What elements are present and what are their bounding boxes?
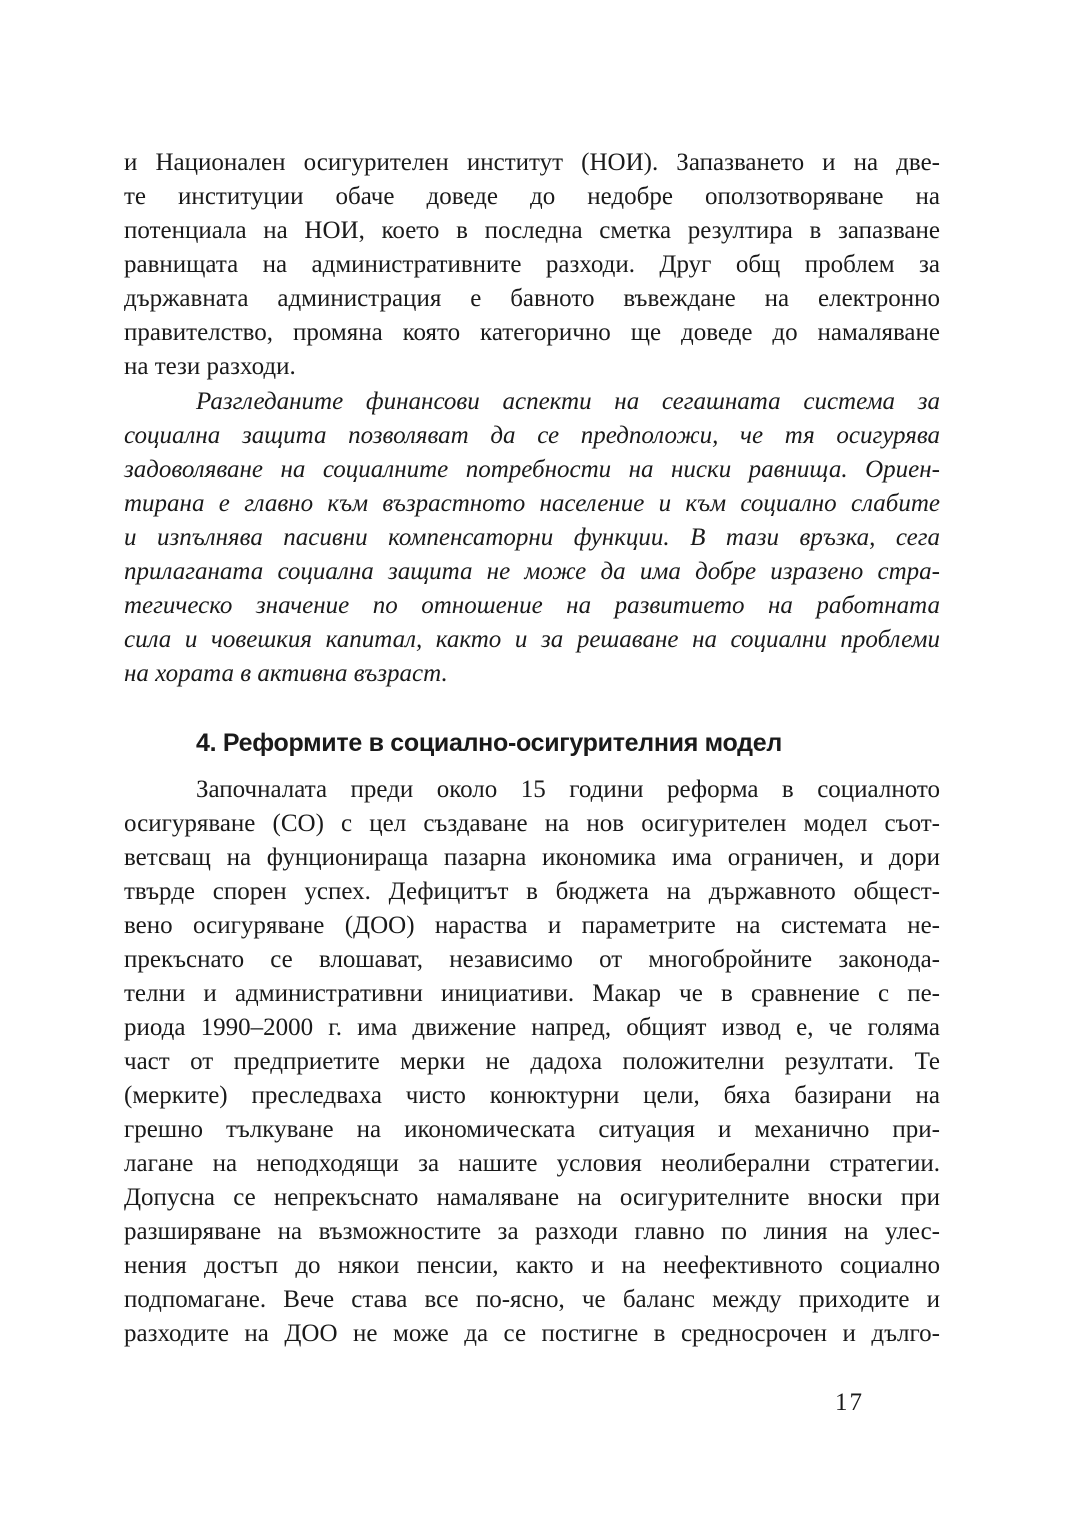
text-line: разходите на ДОО не може да се постигне в средносрочен и дълго- [124, 1320, 940, 1347]
text-line: прилаганата социална защита не може да има добре изразено стра- [124, 558, 940, 585]
text-line: и изпълнява пасивни компенсаторни функции. В тази връзка, сега [124, 524, 940, 551]
text-line: грешно тълкуване на икономическата ситуация и механично при- [124, 1116, 940, 1143]
text-line: част от предприетите мерки не дадоха положителни резултати. Те [124, 1048, 940, 1075]
text-line: сила и човешкия капитал, както и за решаване на социални проблеми [124, 626, 940, 653]
text-line: осигуряване (СО) с цел създаване на нов осигурителен модел съот- [124, 810, 940, 837]
text-line: твърде спорен успех. Дефицитът в бюджета на държавното общест- [124, 878, 940, 905]
paragraph-italic-conclusion [124, 385, 940, 691]
text-line: риода 1990–2000 г. има движение напред, общият извод е, че голяма [124, 1014, 940, 1041]
text-line: телни и административни инициативи. Макар че в сравнение с пе- [124, 980, 940, 1007]
text-line: тегическо значение по отношение на развитието на работната [124, 592, 940, 619]
text-line: лагане на неподходящи за нашите условия неолиберални стратегии. [124, 1150, 940, 1177]
paragraph-social-insurance-reform [124, 773, 940, 1351]
text-line: правителство, промяна която категорично ще доведе до намаляване [124, 319, 940, 346]
text-line: нения достъп до някои пенсии, както и на неефективното социално [124, 1252, 940, 1279]
text-line: социална защита позволяват да се предположи, че тя осигурява [124, 422, 940, 449]
text-line: и Национален осигурителен институт (НОИ). Запазването и на две- [124, 149, 940, 176]
text-line: те институции обаче доведе до недобре оползотворяване на [124, 183, 940, 210]
text-line: Допусна се непрекъснато намаляване на осигурителните вноски при [124, 1184, 940, 1211]
text-line: Започналата преди около 15 години реформа в социалното [196, 776, 940, 803]
text-line: тирана е главно към възрастното население и към социално слабите [124, 490, 940, 517]
text-line: задоволяване на социалните потребности на ниски равнища. Ориен- [124, 456, 940, 483]
text-line: Разгледаните финансови аспекти на сегашната система за [196, 388, 940, 415]
text-line: подпомагане. Вече става все по-ясно, че баланс между приходите и [124, 1286, 940, 1313]
text-line: вено осигуряване (ДОО) нараства и параметрите на системата не- [124, 912, 940, 939]
paragraph-administration-costs [124, 146, 940, 384]
page-number: 17 [835, 1389, 864, 1416]
text-line: държавната администрация е бавното въвеждане на електронно [124, 285, 940, 312]
text-line: (мерките) преследваха чисто конюктурни цели, бяха базирани на [124, 1082, 940, 1109]
text-line: на хората в активна възраст. [124, 660, 448, 687]
text-line: потенциала на НОИ, което в последна сметка резултира в запазване [124, 217, 940, 244]
text-line: разширяване на възможностите за разходи главно по линия на улес- [124, 1218, 940, 1245]
text-line: ветсващ на фунционираща пазарна икономика има ограничен, и дори [124, 844, 940, 871]
text-line: равнищата на административните разходи. Друг общ проблем за [124, 251, 940, 278]
section-heading: 4. Реформите в социално-осигурителния модел [196, 729, 782, 757]
text-line: на тези разходи. [124, 353, 296, 380]
text-line: прекъснато се влошават, независимо от многобройните законода- [124, 946, 940, 973]
